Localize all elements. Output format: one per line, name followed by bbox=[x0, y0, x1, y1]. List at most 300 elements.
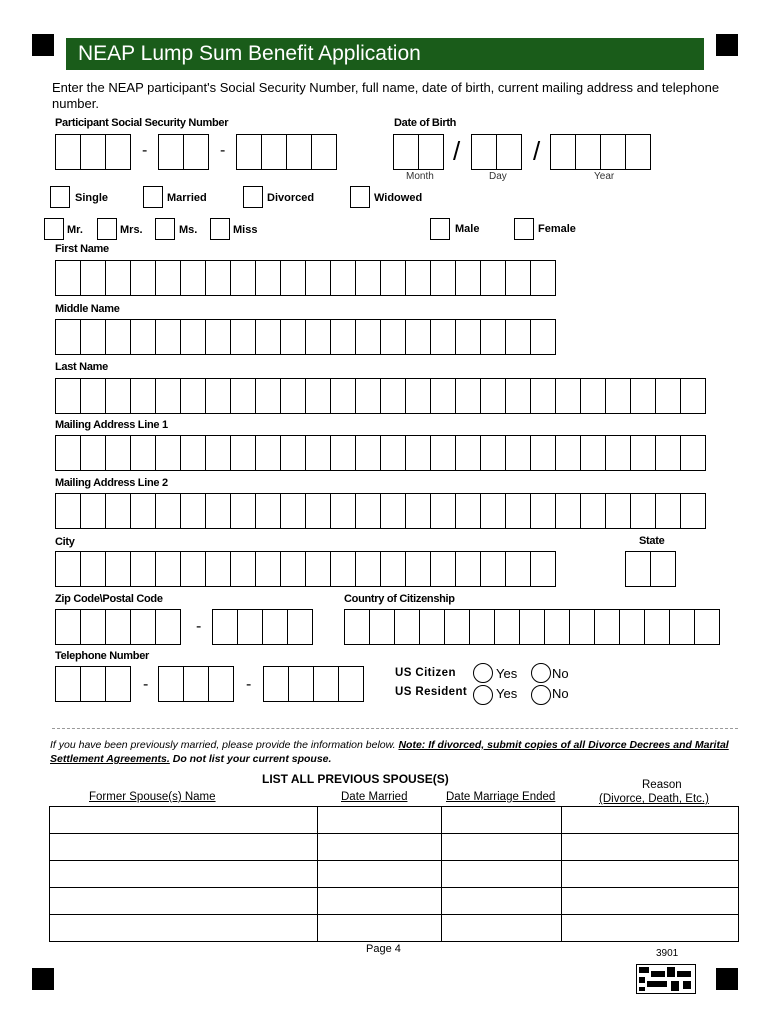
barcode-icon bbox=[637, 965, 695, 993]
ssn-digit[interactable] bbox=[286, 134, 312, 170]
char-box[interactable] bbox=[505, 551, 531, 587]
char-box[interactable] bbox=[155, 609, 181, 645]
checkbox-label: Single bbox=[75, 192, 109, 204]
char-box[interactable] bbox=[180, 319, 206, 355]
char-box[interactable] bbox=[55, 666, 81, 702]
intro-text: Enter the NEAP participant's Social Security Number, full name, date of birth, current mailing address and telephone number. bbox=[52, 80, 720, 111]
us-citizen-no-radio[interactable] bbox=[531, 663, 551, 683]
char-box[interactable] bbox=[183, 666, 209, 702]
char-box[interactable] bbox=[105, 260, 131, 296]
date-ended-cell[interactable] bbox=[442, 888, 562, 915]
char-box[interactable] bbox=[55, 378, 81, 414]
reason-cell[interactable] bbox=[562, 807, 739, 834]
char-box[interactable] bbox=[80, 378, 106, 414]
spouse-name-cell[interactable] bbox=[50, 915, 318, 942]
char-box[interactable] bbox=[505, 493, 531, 529]
radio-label: Yes bbox=[496, 666, 518, 681]
char-box[interactable] bbox=[230, 551, 256, 587]
checkbox-ms[interactable] bbox=[155, 218, 175, 240]
registration-mark-top-right bbox=[716, 34, 738, 56]
dob-digit[interactable] bbox=[550, 134, 576, 170]
col-header-reason-top: Reason bbox=[642, 779, 682, 791]
checkbox-married[interactable] bbox=[143, 186, 163, 208]
table-row bbox=[50, 888, 739, 915]
char-box[interactable] bbox=[419, 609, 445, 645]
address1-field[interactable] bbox=[55, 435, 705, 471]
char-box[interactable] bbox=[105, 493, 131, 529]
char-box[interactable] bbox=[305, 319, 331, 355]
us-citizen-yes-radio[interactable] bbox=[473, 663, 493, 683]
state-field[interactable] bbox=[625, 551, 675, 587]
checkbox-label: Mrs. bbox=[120, 224, 143, 236]
us-resident-no-radio[interactable] bbox=[531, 685, 551, 705]
radio-label: No bbox=[552, 686, 569, 701]
char-box[interactable] bbox=[280, 260, 306, 296]
char-box[interactable] bbox=[430, 435, 456, 471]
spouse-name-cell[interactable] bbox=[50, 888, 318, 915]
ssn-digit[interactable] bbox=[55, 134, 81, 170]
date-ended-cell[interactable] bbox=[442, 807, 562, 834]
char-box[interactable] bbox=[280, 493, 306, 529]
char-box[interactable] bbox=[430, 551, 456, 587]
char-box[interactable] bbox=[287, 609, 313, 645]
char-box[interactable] bbox=[212, 609, 238, 645]
char-box[interactable] bbox=[105, 551, 131, 587]
char-box[interactable] bbox=[280, 435, 306, 471]
phone-dash: - bbox=[246, 676, 252, 693]
checkbox-label: Miss bbox=[233, 224, 258, 236]
ssn-digit[interactable] bbox=[105, 134, 131, 170]
char-box[interactable] bbox=[469, 609, 495, 645]
char-box[interactable] bbox=[230, 435, 256, 471]
dob-digit[interactable] bbox=[393, 134, 419, 170]
ssn-digit[interactable] bbox=[158, 134, 184, 170]
table-row bbox=[50, 861, 739, 888]
barcode-logo bbox=[636, 964, 696, 994]
char-box[interactable] bbox=[55, 435, 81, 471]
date-ended-cell[interactable] bbox=[442, 834, 562, 861]
char-box[interactable] bbox=[380, 260, 406, 296]
char-box[interactable] bbox=[455, 378, 481, 414]
dob-digit[interactable] bbox=[471, 134, 497, 170]
us-resident-label: US Resident bbox=[395, 686, 468, 698]
checkbox-mrs[interactable] bbox=[97, 218, 117, 240]
char-box[interactable] bbox=[530, 319, 556, 355]
char-box[interactable] bbox=[405, 435, 431, 471]
char-box[interactable] bbox=[105, 435, 131, 471]
char-box[interactable] bbox=[405, 319, 431, 355]
checkbox-single[interactable] bbox=[50, 186, 70, 208]
char-box[interactable] bbox=[505, 435, 531, 471]
char-box[interactable] bbox=[505, 319, 531, 355]
note-divorce-instruction: Note: If divorced, submit copies of all Divorce Decrees and Marital Settlement Agreements. bbox=[50, 739, 729, 765]
char-box[interactable] bbox=[180, 378, 206, 414]
char-box[interactable] bbox=[569, 609, 595, 645]
table-row bbox=[50, 807, 739, 834]
char-box[interactable] bbox=[680, 493, 706, 529]
char-box[interactable] bbox=[80, 260, 106, 296]
char-box[interactable] bbox=[80, 551, 106, 587]
char-box[interactable] bbox=[80, 435, 106, 471]
char-box[interactable] bbox=[480, 493, 506, 529]
char-box[interactable] bbox=[355, 493, 381, 529]
registration-mark-top-left bbox=[32, 34, 54, 56]
char-box[interactable] bbox=[105, 319, 131, 355]
registration-mark-bottom-right bbox=[716, 968, 738, 990]
char-box[interactable] bbox=[405, 378, 431, 414]
char-box[interactable] bbox=[255, 435, 281, 471]
checkbox-mr[interactable] bbox=[44, 218, 64, 240]
char-box[interactable] bbox=[255, 319, 281, 355]
char-box[interactable] bbox=[105, 609, 131, 645]
us-resident-yes-radio[interactable] bbox=[473, 685, 493, 705]
char-box[interactable] bbox=[680, 435, 706, 471]
char-box[interactable] bbox=[262, 609, 288, 645]
char-box[interactable] bbox=[180, 260, 206, 296]
char-box[interactable] bbox=[230, 493, 256, 529]
char-box[interactable] bbox=[313, 666, 339, 702]
char-box[interactable] bbox=[380, 378, 406, 414]
day-caption: Day bbox=[489, 171, 507, 182]
char-box[interactable] bbox=[530, 435, 556, 471]
char-box[interactable] bbox=[505, 260, 531, 296]
ssn-dash: - bbox=[142, 142, 148, 159]
char-box[interactable] bbox=[680, 378, 706, 414]
ssn-part3[interactable] bbox=[236, 134, 336, 170]
char-box[interactable] bbox=[130, 551, 156, 587]
radio-label: Yes bbox=[496, 686, 518, 701]
char-box[interactable] bbox=[480, 319, 506, 355]
previous-marriage-note bbox=[50, 738, 740, 766]
zip-label: Zip Code\Postal Code bbox=[55, 593, 163, 605]
date-married-cell[interactable] bbox=[317, 888, 442, 915]
char-box[interactable] bbox=[155, 493, 181, 529]
char-box[interactable] bbox=[380, 493, 406, 529]
char-box[interactable] bbox=[305, 493, 331, 529]
phone-line[interactable] bbox=[263, 666, 363, 702]
checkbox-female[interactable] bbox=[514, 218, 534, 240]
char-box[interactable] bbox=[205, 260, 231, 296]
char-box[interactable] bbox=[619, 609, 645, 645]
char-box[interactable] bbox=[55, 260, 81, 296]
char-box[interactable] bbox=[105, 378, 131, 414]
char-box[interactable] bbox=[480, 551, 506, 587]
char-box[interactable] bbox=[155, 260, 181, 296]
char-box[interactable] bbox=[255, 551, 281, 587]
char-box[interactable] bbox=[158, 666, 184, 702]
telephone-label: Telephone Number bbox=[55, 650, 150, 662]
char-box[interactable] bbox=[405, 260, 431, 296]
checkbox-widowed[interactable] bbox=[350, 186, 370, 208]
checkbox-label: Female bbox=[538, 223, 576, 235]
char-box[interactable] bbox=[130, 319, 156, 355]
char-box[interactable] bbox=[130, 609, 156, 645]
char-box[interactable] bbox=[380, 551, 406, 587]
char-box[interactable] bbox=[355, 435, 381, 471]
char-box[interactable] bbox=[280, 378, 306, 414]
spouse-name-cell[interactable] bbox=[50, 834, 318, 861]
char-box[interactable] bbox=[55, 319, 81, 355]
year-caption: Year bbox=[594, 171, 615, 182]
char-box[interactable] bbox=[605, 435, 631, 471]
dob-slash: / bbox=[453, 136, 461, 166]
char-box[interactable] bbox=[80, 609, 106, 645]
char-box[interactable] bbox=[330, 551, 356, 587]
state-char[interactable] bbox=[650, 551, 676, 587]
char-box[interactable] bbox=[155, 319, 181, 355]
char-box[interactable] bbox=[530, 260, 556, 296]
last-name-label: Last Name bbox=[55, 361, 108, 373]
char-box[interactable] bbox=[455, 319, 481, 355]
zip-extension-field[interactable] bbox=[212, 609, 312, 645]
char-box[interactable] bbox=[55, 551, 81, 587]
char-box[interactable] bbox=[205, 551, 231, 587]
date-married-cell[interactable] bbox=[317, 861, 442, 888]
char-box[interactable] bbox=[305, 378, 331, 414]
dob-digit[interactable] bbox=[496, 134, 522, 170]
char-box[interactable] bbox=[180, 435, 206, 471]
char-box[interactable] bbox=[494, 609, 520, 645]
char-box[interactable] bbox=[330, 435, 356, 471]
reason-cell[interactable] bbox=[562, 915, 739, 942]
state-char[interactable] bbox=[625, 551, 651, 587]
dob-label: Date of Birth bbox=[394, 117, 457, 129]
char-box[interactable] bbox=[255, 378, 281, 414]
char-box[interactable] bbox=[155, 378, 181, 414]
phone-dash: - bbox=[143, 676, 149, 693]
char-box[interactable] bbox=[155, 551, 181, 587]
char-box[interactable] bbox=[330, 378, 356, 414]
char-box[interactable] bbox=[105, 666, 131, 702]
dob-slash: / bbox=[533, 136, 541, 166]
char-box[interactable] bbox=[155, 435, 181, 471]
char-box[interactable] bbox=[519, 609, 545, 645]
char-box[interactable] bbox=[630, 378, 656, 414]
char-box[interactable] bbox=[205, 493, 231, 529]
char-box[interactable] bbox=[130, 493, 156, 529]
spouse-name-cell[interactable] bbox=[50, 861, 318, 888]
char-box[interactable] bbox=[655, 435, 681, 471]
col-header-reason: (Divorce, Death, Etc.) bbox=[599, 793, 709, 805]
char-box[interactable] bbox=[544, 609, 570, 645]
middle-name-field[interactable] bbox=[55, 319, 555, 355]
char-box[interactable] bbox=[455, 260, 481, 296]
last-name-field[interactable] bbox=[55, 378, 705, 414]
char-box[interactable] bbox=[455, 435, 481, 471]
date-married-cell[interactable] bbox=[317, 807, 442, 834]
char-box[interactable] bbox=[205, 319, 231, 355]
city-label: City bbox=[55, 536, 75, 548]
char-box[interactable] bbox=[130, 435, 156, 471]
dob-digit[interactable] bbox=[600, 134, 626, 170]
checkbox-label: Divorced bbox=[267, 192, 315, 204]
checkbox-male[interactable] bbox=[430, 218, 450, 240]
char-box[interactable] bbox=[480, 435, 506, 471]
char-box[interactable] bbox=[344, 609, 370, 645]
char-box[interactable] bbox=[430, 319, 456, 355]
char-box[interactable] bbox=[130, 260, 156, 296]
date-ended-cell[interactable] bbox=[442, 915, 562, 942]
char-box[interactable] bbox=[355, 551, 381, 587]
char-box[interactable] bbox=[430, 493, 456, 529]
char-box[interactable] bbox=[380, 319, 406, 355]
ssn-digit[interactable] bbox=[236, 134, 262, 170]
char-box[interactable] bbox=[505, 378, 531, 414]
ssn-digit[interactable] bbox=[80, 134, 106, 170]
char-box[interactable] bbox=[555, 378, 581, 414]
char-box[interactable] bbox=[555, 493, 581, 529]
checkbox-label: Mr. bbox=[67, 224, 83, 236]
ssn-part2[interactable] bbox=[158, 134, 208, 170]
char-box[interactable] bbox=[355, 319, 381, 355]
reason-cell[interactable] bbox=[562, 888, 739, 915]
char-box[interactable] bbox=[655, 493, 681, 529]
dob-digit[interactable] bbox=[575, 134, 601, 170]
char-box[interactable] bbox=[630, 493, 656, 529]
col-header-date-ended: Date Marriage Ended bbox=[446, 791, 556, 803]
char-box[interactable] bbox=[580, 435, 606, 471]
char-box[interactable] bbox=[255, 260, 281, 296]
country-field[interactable] bbox=[344, 609, 719, 645]
col-header-date-married: Date Married bbox=[341, 791, 408, 803]
char-box[interactable] bbox=[130, 378, 156, 414]
zip-field[interactable] bbox=[55, 609, 180, 645]
reason-cell[interactable] bbox=[562, 861, 739, 888]
char-box[interactable] bbox=[80, 493, 106, 529]
char-box[interactable] bbox=[80, 319, 106, 355]
first-name-label: First Name bbox=[55, 243, 109, 255]
char-box[interactable] bbox=[305, 551, 331, 587]
char-box[interactable] bbox=[394, 609, 420, 645]
char-box[interactable] bbox=[205, 378, 231, 414]
reason-cell[interactable] bbox=[562, 834, 739, 861]
phone-prefix[interactable] bbox=[158, 666, 233, 702]
char-box[interactable] bbox=[455, 493, 481, 529]
dob-digit[interactable] bbox=[625, 134, 651, 170]
char-box[interactable] bbox=[480, 378, 506, 414]
char-box[interactable] bbox=[180, 551, 206, 587]
char-box[interactable] bbox=[455, 551, 481, 587]
ssn-digit[interactable] bbox=[311, 134, 337, 170]
char-box[interactable] bbox=[644, 609, 670, 645]
char-box[interactable] bbox=[305, 435, 331, 471]
ssn-digit[interactable] bbox=[261, 134, 287, 170]
char-box[interactable] bbox=[580, 378, 606, 414]
char-box[interactable] bbox=[369, 609, 395, 645]
char-box[interactable] bbox=[55, 609, 81, 645]
checkbox-label: Married bbox=[167, 192, 207, 204]
country-label: Country of Citizenship bbox=[344, 593, 455, 605]
char-box[interactable] bbox=[530, 493, 556, 529]
char-box[interactable] bbox=[430, 260, 456, 296]
dob-month[interactable] bbox=[393, 134, 443, 170]
char-box[interactable] bbox=[205, 435, 231, 471]
col-header-name: Former Spouse(s) Name bbox=[89, 791, 216, 803]
char-box[interactable] bbox=[230, 378, 256, 414]
char-box[interactable] bbox=[694, 609, 720, 645]
char-box[interactable] bbox=[430, 378, 456, 414]
char-box[interactable] bbox=[80, 666, 106, 702]
radio-label: No bbox=[552, 666, 569, 681]
ssn-dash: - bbox=[220, 142, 226, 159]
char-box[interactable] bbox=[55, 493, 81, 529]
date-ended-cell[interactable] bbox=[442, 861, 562, 888]
checkbox-divorced[interactable] bbox=[243, 186, 263, 208]
char-box[interactable] bbox=[330, 260, 356, 296]
char-box[interactable] bbox=[580, 493, 606, 529]
spouse-name-cell[interactable] bbox=[50, 807, 318, 834]
dob-year[interactable] bbox=[550, 134, 650, 170]
date-married-cell[interactable] bbox=[317, 834, 442, 861]
char-box[interactable] bbox=[255, 493, 281, 529]
phone-area-code[interactable] bbox=[55, 666, 130, 702]
char-box[interactable] bbox=[230, 319, 256, 355]
char-box[interactable] bbox=[605, 493, 631, 529]
page-number: Page 4 bbox=[366, 943, 401, 955]
ssn-digit[interactable] bbox=[183, 134, 209, 170]
char-box[interactable] bbox=[630, 435, 656, 471]
char-box[interactable] bbox=[405, 551, 431, 587]
city-field[interactable] bbox=[55, 551, 555, 587]
char-box[interactable] bbox=[305, 260, 331, 296]
char-box[interactable] bbox=[444, 609, 470, 645]
char-box[interactable] bbox=[655, 378, 681, 414]
char-box[interactable] bbox=[288, 666, 314, 702]
spouses-heading: LIST ALL PREVIOUS SPOUSE(S) bbox=[262, 772, 449, 786]
char-box[interactable] bbox=[530, 551, 556, 587]
middle-name-label: Middle Name bbox=[55, 303, 120, 315]
first-name-field[interactable] bbox=[55, 260, 555, 296]
form-title: NEAP Lump Sum Benefit Application bbox=[78, 42, 421, 65]
char-box[interactable] bbox=[280, 319, 306, 355]
char-box[interactable] bbox=[237, 609, 263, 645]
checkbox-miss[interactable] bbox=[210, 218, 230, 240]
char-box[interactable] bbox=[330, 319, 356, 355]
previous-spouses-table bbox=[49, 806, 739, 942]
char-box[interactable] bbox=[208, 666, 234, 702]
title-bar bbox=[66, 38, 704, 70]
address2-field[interactable] bbox=[55, 493, 705, 529]
dob-digit[interactable] bbox=[418, 134, 444, 170]
char-box[interactable] bbox=[669, 609, 695, 645]
char-box[interactable] bbox=[405, 493, 431, 529]
table-row bbox=[50, 834, 739, 861]
char-box[interactable] bbox=[230, 260, 256, 296]
char-box[interactable] bbox=[338, 666, 364, 702]
us-citizen-label: US Citizen bbox=[395, 667, 456, 679]
char-box[interactable] bbox=[180, 493, 206, 529]
date-married-cell[interactable] bbox=[317, 915, 442, 942]
checkbox-label: Widowed bbox=[374, 192, 423, 204]
char-box[interactable] bbox=[555, 435, 581, 471]
state-label: State bbox=[639, 535, 665, 547]
char-box[interactable] bbox=[530, 378, 556, 414]
table-row bbox=[50, 915, 739, 942]
char-box[interactable] bbox=[355, 378, 381, 414]
char-box[interactable] bbox=[280, 551, 306, 587]
char-box[interactable] bbox=[605, 378, 631, 414]
char-box[interactable] bbox=[355, 260, 381, 296]
ssn-part1[interactable] bbox=[55, 134, 130, 170]
char-box[interactable] bbox=[594, 609, 620, 645]
dob-day[interactable] bbox=[471, 134, 521, 170]
char-box[interactable] bbox=[330, 493, 356, 529]
address2-label: Mailing Address Line 2 bbox=[55, 477, 168, 489]
char-box[interactable] bbox=[480, 260, 506, 296]
char-box[interactable] bbox=[380, 435, 406, 471]
char-box[interactable] bbox=[263, 666, 289, 702]
note-text: If you have been previously married, please provide the information below. bbox=[50, 739, 399, 751]
